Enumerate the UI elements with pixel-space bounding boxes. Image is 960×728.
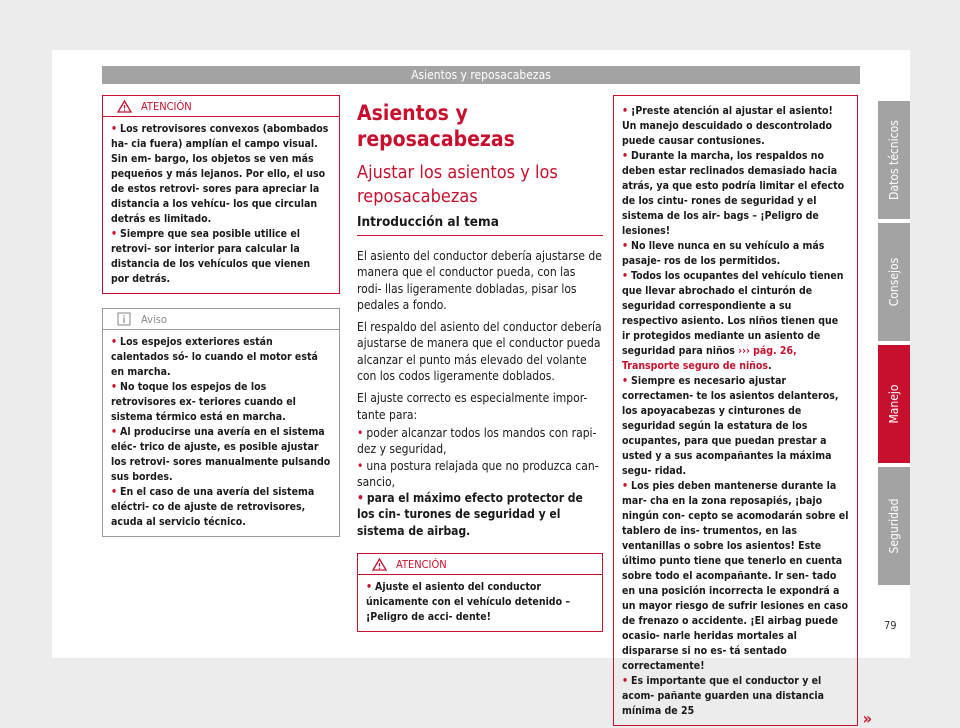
list-item: • Al producirse una avería en el sistema eléc- trico de ajuste, es posible ajustar los retrovi- sores manualmente pulsando sus bordes. (111, 426, 331, 483)
list-item: • Siempre es necesario ajustar correctamen- te los asientos delanteros, los apoyacabezas y cinturones de seguridad según la estatura de los ocupantes, para que puedan prestar a usted y a sus acompañantes la máxima segu- ridad. (622, 375, 839, 477)
list-item: • Es importante que el conductor y el acom- pañante guarden una distancia mínima de 25 (622, 675, 824, 717)
list-item: • poder alcanzar todos los mandos con rapi- dez y seguridad, (357, 425, 597, 457)
list-item: • Los pies deben mantenerse durante la mar- cha en la zona reposapiés, ¡bajo ningún con- cepto se acomodarán sobre el tablero de ins- trumentos, en las ventanillas o sobre los asientos! Este último punto tiene que tenerlo en cuenta sobre todo el acompañante. Ir sen- tado en una posición incorrecta le expondrá a un mayor riesgo de sufrir lesiones en caso de frenazo o accidente. ¡El airbag puede ocasio- narle heridas mortales al dispararse si no es- tá sentado correctamente! (622, 480, 849, 672)
cross-reference-link[interactable]: pág. 26, Transporte seguro de niños (622, 345, 797, 372)
warning-box-continued (613, 95, 858, 726)
continue-arrow-icon: » (862, 709, 872, 728)
list-item: • Todos los ocupantes del vehículo tienen que llevar abrochado el cinturón de seguridad correspondiente a su respectivo asiento. Los niños tienen que ir protegidos mediante un asiento de seguridad para niños ››› pág. 26, Transporte seguro de niños. (622, 270, 844, 372)
warning-label: ATENCIÓN (141, 99, 192, 113)
list-item: • Los espejos exteriores están calentados só- lo cuando el motor está en marcha. (111, 336, 318, 378)
info-icon (117, 312, 133, 326)
list-item: • Durante la marcha, los respaldos no deben estar reclinados demasiado hacia atrás, ya que esto podría limitar el efecto de los cintu- rones de seguridad y el sistema de los air- bags – ¡Peligro de lesiones! (622, 150, 845, 237)
paragraph: El respaldo del asiento del conductor debería ajustarse de manera que el conductor pueda alcanzar el punto más elevado del volante con los codos ligeramente doblados. (357, 320, 602, 384)
middle-column (357, 100, 603, 632)
warning-triangle-icon (372, 558, 388, 571)
tab-consejos[interactable]: Consejos (878, 223, 910, 341)
list-item: • Ajuste el asiento del conductor únicamente con el vehículo detenido – ¡Peligro de acci- dente! (366, 581, 571, 624)
tab-datos-tecnicos[interactable]: Datos técnicos (878, 101, 910, 219)
warning-triangle-icon (117, 100, 133, 113)
chapter-title: Asientos y reposacabezas (357, 101, 515, 151)
list-item: • No lleve nunca en su vehículo a más pasaje- ros de los permitidos. (622, 240, 825, 267)
list-item: • una postura relajada que no produzca can- sancio, (357, 458, 599, 489)
note-label: Aviso (141, 312, 167, 326)
warning-label: ATENCIÓN (396, 557, 447, 571)
subsection-title: Introducción al tema (357, 214, 499, 230)
cross-reference-arrow: ››› (738, 345, 750, 357)
divider (357, 235, 603, 236)
note-header (103, 309, 339, 330)
warning-header (103, 96, 339, 117)
section-title: Ajustar los asientos y los reposacabezas (357, 162, 558, 207)
warning-box (102, 95, 340, 294)
list-item: • Siempre que sea posible utilice el retrovi- sor interior para calcular la distancia de los vehículos que vienen por detrás. (111, 228, 311, 285)
warning-box (357, 553, 603, 632)
tab-seguridad[interactable]: Seguridad (878, 467, 910, 585)
tab-manejo[interactable]: Manejo (878, 345, 910, 463)
note-box (102, 308, 340, 537)
list-item: • para el máximo efecto protector de los cin- turones de seguridad y el sistema de airbag. (357, 491, 583, 538)
paragraph: El asiento del conductor debería ajustarse de manera que el conductor pueda, con las rodi- llas ligeramente dobladas, pisar los pedales a fondo. (357, 249, 602, 312)
list-item: • No toque los espejos de los retrovisores ex- teriores cuando el sistema térmico está en marcha. (111, 381, 296, 423)
right-column (613, 95, 872, 728)
left-column (102, 95, 340, 537)
paragraph: El ajuste correcto es especialmente impor- tante para: (357, 391, 588, 422)
page-number: 79 (884, 619, 897, 632)
list-item: • En el caso de una avería del sistema eléctri- co de ajuste de retrovisores, acuda al servicio técnico. (111, 486, 315, 528)
list-item: • Los retrovisores convexos (abombados ha- cia fuera) amplían el campo visual. Sin em- bargo, los objetos se ven más pequeños y más lejanos. Por ello, el uso de estos retrovi- sores para apreciar la distancia a los vehícu- los que circulan detrás es limitado. (111, 123, 329, 225)
warning-header (358, 554, 602, 575)
running-header: Asientos y reposacabezas (102, 66, 860, 84)
list-item: • ¡Preste atención al ajustar el asiento! Un manejo descuidado o descontrolado puede causar contusiones. (622, 105, 833, 147)
chapter-tabs (878, 101, 910, 589)
